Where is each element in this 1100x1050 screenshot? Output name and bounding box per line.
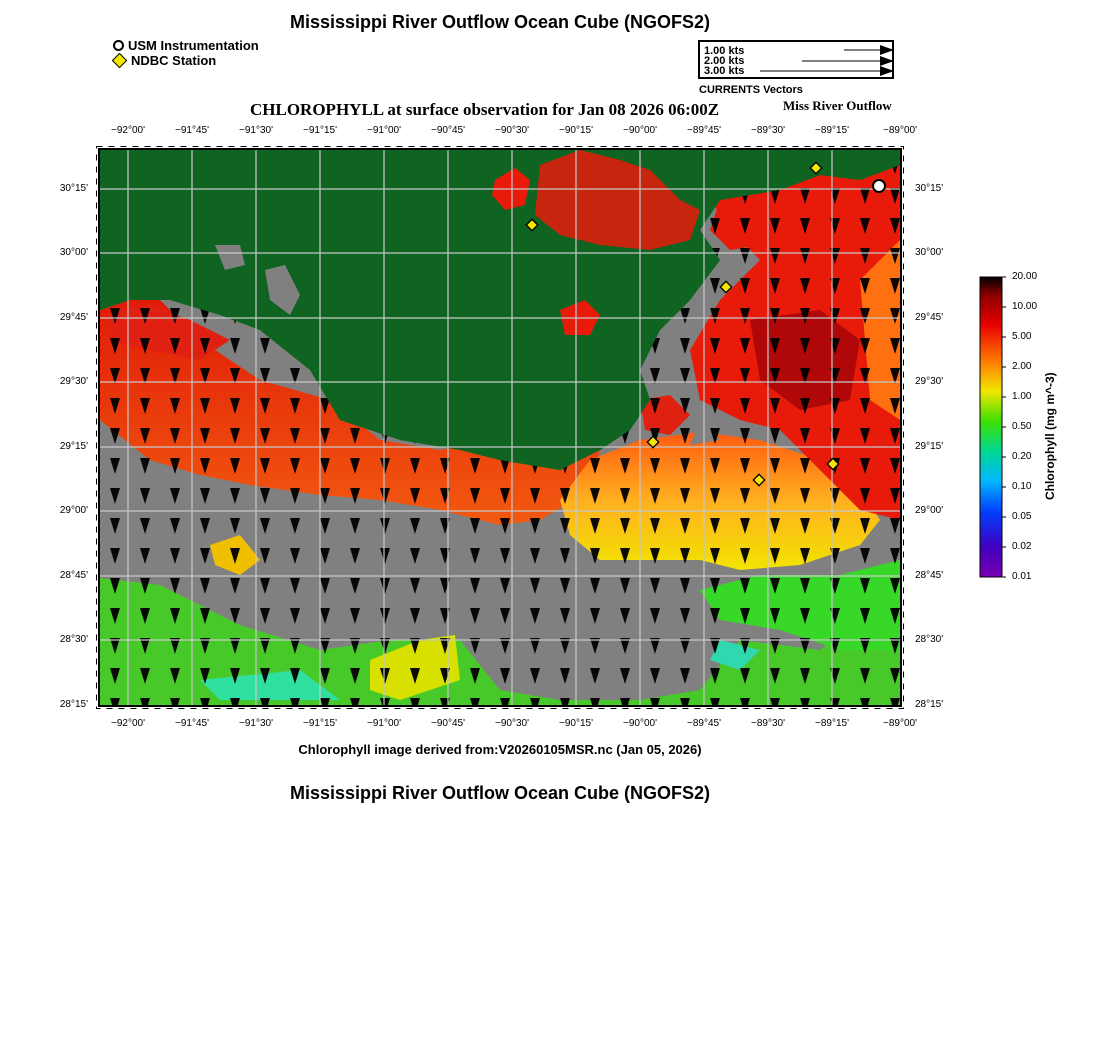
lon-tick-bottom: −90°30' (495, 718, 529, 729)
colorbar-tick-label: 0.20 (1012, 451, 1032, 462)
lon-tick-top: −90°15' (559, 125, 593, 136)
colorbar-tick-label: 2.00 (1012, 361, 1032, 372)
colorbar-tick-label: 0.05 (1012, 511, 1032, 522)
lat-tick-right: 30°15' (915, 183, 944, 194)
lon-tick-top: −89°15' (815, 125, 849, 136)
legend-usm-label: USM Instrumentation (128, 38, 259, 53)
lat-tick-right: 29°30' (915, 376, 944, 387)
colorbar-tick-label: 5.00 (1012, 331, 1032, 342)
lon-tick-bottom: −90°15' (559, 718, 593, 729)
lat-tick-left: 30°00' (59, 247, 88, 258)
lat-tick-left: 29°45' (59, 312, 88, 323)
lon-tick-top: −90°00' (623, 125, 657, 136)
map-subtitle: CHLOROPHYLL at surface observation for Jan 08 2026 06:00Z (250, 100, 720, 119)
lat-tick-right: 28°15' (915, 699, 944, 710)
colorbar (978, 276, 1008, 580)
lon-tick-bottom: −89°15' (815, 718, 849, 729)
lon-tick-top: −91°30' (239, 125, 273, 136)
chlorophyll-map (96, 145, 908, 710)
lat-tick-left: 30°15' (59, 183, 88, 194)
usm-station-marker[interactable] (873, 180, 885, 192)
lon-tick-bottom: −91°15' (303, 718, 337, 729)
lon-tick-bottom: −89°00' (883, 718, 917, 729)
lat-tick-left: 28°45' (59, 570, 88, 581)
lat-tick-right: 28°30' (915, 634, 944, 645)
lat-tick-left: 28°30' (59, 634, 88, 645)
vector-scale-arrows (700, 42, 892, 77)
lat-tick-right: 29°45' (915, 312, 944, 323)
diamond-icon (112, 53, 128, 69)
legend-ndbc (113, 53, 216, 68)
lon-tick-top: −90°30' (495, 125, 529, 136)
colorbar-tick-label: 0.10 (1012, 481, 1032, 492)
lat-tick-right: 29°00' (915, 505, 944, 516)
colorbar-tick-label: 10.00 (1012, 301, 1038, 312)
colorbar-tick-label: 20.00 (1012, 271, 1038, 282)
vector-scale-3: 3.00 kts (704, 65, 745, 77)
region-label: Miss River Outflow (783, 98, 892, 113)
lon-tick-top: −92°00' (111, 125, 145, 136)
legend-usm (113, 38, 259, 53)
source-caption: Chlorophyll image derived from:V20260105MSR.nc (Jan 05, 2026) (298, 742, 702, 757)
lon-tick-bottom: −90°45' (431, 718, 465, 729)
lon-tick-bottom: −90°00' (623, 718, 657, 729)
lat-tick-right: 30°00' (915, 247, 944, 258)
lon-tick-bottom: −91°30' (239, 718, 273, 729)
lat-tick-left: 29°00' (59, 505, 88, 516)
legend-ndbc-label: NDBC Station (131, 53, 217, 68)
vector-scale-2: 2.00 kts (704, 55, 745, 67)
circle-icon (113, 40, 124, 51)
lat-tick-right: 28°45' (915, 570, 944, 581)
lat-tick-left: 29°15' (59, 441, 88, 452)
lon-tick-bottom: −92°00' (111, 718, 145, 729)
colorbar-tick-label: 1.00 (1012, 391, 1032, 402)
lon-tick-top: −90°45' (431, 125, 465, 136)
lon-tick-top: −91°45' (175, 125, 209, 136)
lon-tick-top: −91°15' (303, 125, 337, 136)
colorbar-label: Chlorophyll (mg m^-3) (1043, 372, 1057, 500)
vector-caption: CURRENTS Vectors (699, 84, 803, 96)
lon-tick-bottom: −89°45' (687, 718, 721, 729)
vector-scale-1: 1.00 kts (704, 45, 745, 57)
vector-scale-box (698, 40, 894, 79)
lon-tick-top: −91°00' (367, 125, 401, 136)
colorbar-tick-label: 0.01 (1012, 571, 1032, 582)
colorbar-tick-label: 0.02 (1012, 541, 1032, 552)
map-title: Mississippi River Outflow Ocean Cube (NGOFS2) (289, 12, 711, 32)
lon-tick-bottom: −91°45' (175, 718, 209, 729)
lon-tick-top: −89°45' (687, 125, 721, 136)
lat-tick-left: 28°15' (59, 699, 88, 710)
secondary-title: Mississippi River Outflow Ocean Cube (NGOFS2) (289, 783, 711, 803)
lon-tick-bottom: −89°30' (751, 718, 785, 729)
lat-tick-left: 29°30' (59, 376, 88, 387)
lon-tick-top: −89°30' (751, 125, 785, 136)
lon-tick-bottom: −91°00' (367, 718, 401, 729)
lat-tick-right: 29°15' (915, 441, 944, 452)
lon-tick-top: −89°00' (883, 125, 917, 136)
colorbar-tick-label: 0.50 (1012, 421, 1032, 432)
